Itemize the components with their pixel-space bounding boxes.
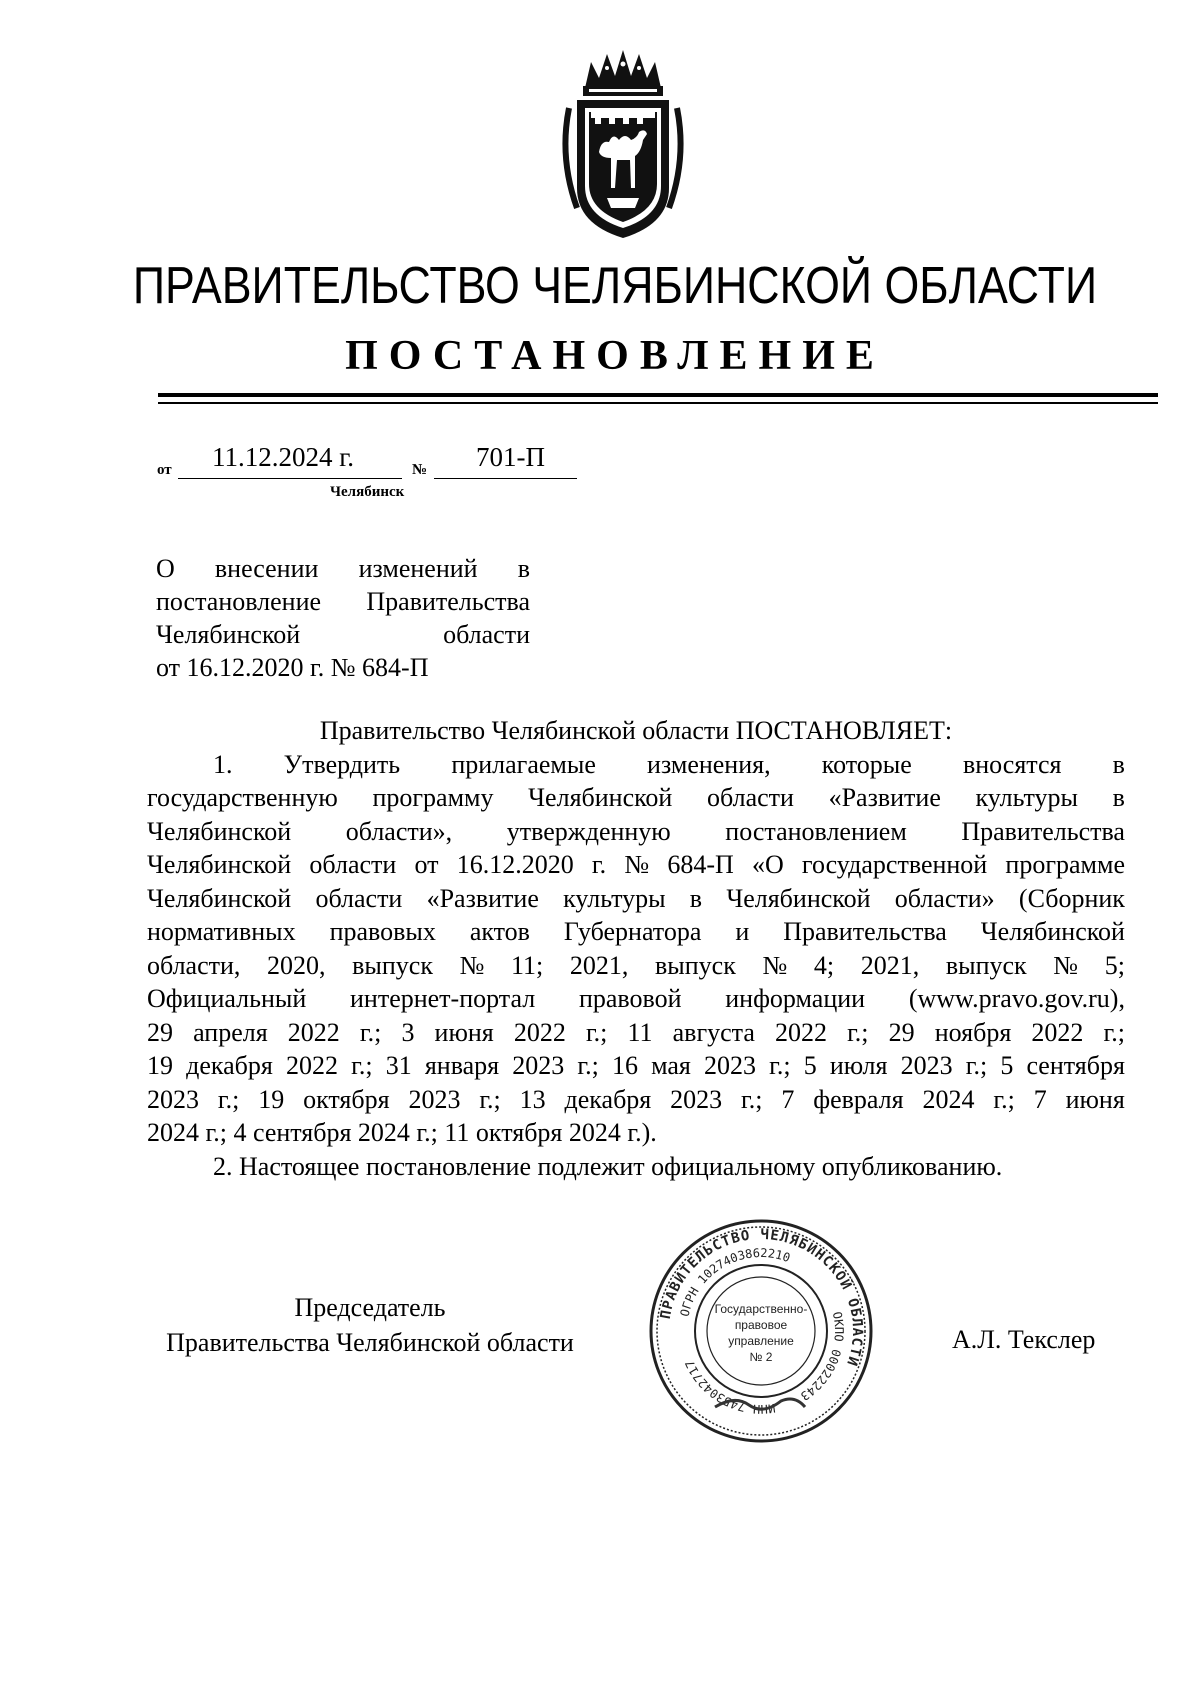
government-title: ПРАВИТЕЛЬСТВО ЧЕЛЯБИНСКОЙ ОБЛАСТИ: [132, 257, 1098, 315]
subject-line: [156, 552, 530, 585]
item-1-word: Утвердить: [283, 749, 401, 779]
item-1-word: 4;: [813, 950, 835, 980]
item-1-word: государственную: [147, 783, 338, 812]
item-1-word: 29: [888, 1017, 915, 1047]
item-1-word: №: [459, 950, 485, 980]
item-1-word: Челябинской: [147, 850, 292, 879]
item-1-word: г.;: [479, 1084, 501, 1114]
item-1-word: 16: [611, 1051, 638, 1080]
item-1-word: Челябинской: [147, 816, 292, 846]
item-1-word: области»: [894, 883, 995, 913]
item-1-word: постановлением: [725, 816, 907, 846]
item-1-word: 684-П: [667, 850, 734, 879]
seal-outer-text: ПРАВИТЕЛЬСТВО ЧЕЛЯБИНСКОЙ ОБЛАСТИ: [657, 1226, 866, 1369]
item-1-word: нормативных: [147, 917, 296, 946]
document-subject: [156, 552, 530, 684]
item-1-word: 5;: [1104, 950, 1125, 980]
item-1-word: программу: [372, 783, 494, 812]
item-1-word: 5: [803, 1051, 817, 1080]
item-1-word: г.;: [585, 1017, 608, 1047]
header-rule-thick: [158, 393, 1158, 397]
item-1-word: вносятся: [962, 749, 1062, 779]
item-1-word: 29: [147, 1017, 173, 1047]
item-1-word: г.;: [965, 1051, 988, 1080]
item-1-word: (Сборник: [1018, 883, 1125, 913]
signatory-title-line2: Правительства Челябинской области: [166, 1328, 574, 1357]
item-1-word: 2021,: [860, 950, 920, 980]
item-1-word: сентября: [1026, 1051, 1125, 1080]
item-1-word: государственной: [801, 850, 988, 879]
subject-line: [156, 585, 530, 618]
item-1-word: №: [624, 850, 650, 879]
subject-word: изменений: [358, 554, 478, 583]
item-1-line: [147, 949, 1125, 983]
preamble-line: [147, 714, 1125, 748]
item-1-word: «Развитие: [426, 883, 539, 913]
svg-text:ИНН 7453042717: [682, 1358, 776, 1416]
item-1-word: июля: [829, 1051, 888, 1080]
item-1-word: Правительства: [961, 816, 1125, 846]
item-1-word: апреля: [193, 1017, 268, 1047]
item-1-word: культуры: [975, 783, 1078, 812]
item-1-word: января: [424, 1051, 500, 1080]
item-1-word: 7: [1033, 1084, 1047, 1114]
item-1-word: 19: [147, 1051, 173, 1080]
item-1-word: информации: [725, 984, 866, 1013]
item-1-word: 2022: [774, 1017, 827, 1047]
item-1-word: 2023: [704, 1051, 757, 1080]
signatory-title: [140, 1290, 600, 1360]
item-1-word: г.;: [741, 1084, 763, 1114]
item-1: [147, 748, 1125, 1117]
subject-word: внесении: [214, 554, 319, 583]
item-1-word: г.;: [217, 1084, 240, 1114]
item-1-word: правовой: [578, 984, 682, 1013]
item-1-word: области: [309, 850, 397, 879]
document-number: 701-П: [476, 442, 545, 472]
item-1-word: 2023: [670, 1084, 723, 1114]
seal-center-line-4: № 2: [749, 1350, 773, 1364]
preamble: Правительство Челябинской области ПОСТАНОВЛЯЕТ:: [319, 716, 953, 745]
item-1-word: октября: [303, 1084, 390, 1114]
item-1-word: от: [414, 850, 439, 879]
item-2-line: [147, 1150, 1125, 1184]
item-1-word: 1.: [213, 749, 233, 779]
item-1-word: прилагаемые: [451, 749, 596, 779]
item-1-word: в: [1112, 783, 1125, 812]
subject-word: области: [443, 620, 530, 649]
seal-inn-text: ИНН 7453042717: [682, 1357, 777, 1417]
seal-okpo-text: ОКПО 00022243: [797, 1310, 847, 1404]
item-1-word: 5: [1000, 1051, 1014, 1080]
item-1-word: августа: [672, 1017, 755, 1047]
subject-line: [156, 618, 530, 651]
item-1-word: 2021,: [569, 950, 629, 980]
document-date: 11.12.2024 г.: [212, 442, 355, 472]
item-1-word: области: [707, 783, 794, 812]
item-1-word: интернет-портал: [350, 984, 536, 1013]
item-1-line: [147, 915, 1125, 949]
item-1-word: культуры: [563, 883, 666, 913]
item-1-word: 3: [401, 1017, 415, 1047]
item-1-word: области: [315, 883, 403, 913]
item-1-word: программе: [1005, 850, 1125, 879]
item-1-word: выпуск: [945, 950, 1027, 980]
item-1-line: [147, 848, 1125, 882]
subject-line: [156, 651, 530, 684]
item-1-word: Челябинской: [726, 883, 871, 913]
item-1-word: области»,: [345, 816, 453, 846]
item-1-word: 16.12.2020: [456, 850, 574, 879]
item-1-word: Челябинской: [147, 883, 292, 913]
signatory-name: А.Л. Текслер: [952, 1325, 1096, 1354]
item-1-word: мая: [651, 1051, 691, 1080]
item-1-line: [147, 1049, 1125, 1083]
number-prefix-label: №: [412, 462, 428, 478]
item-1-word: выпуск: [655, 950, 736, 980]
official-seal-icon: [645, 1215, 877, 1447]
item-1-word: которые: [821, 749, 912, 779]
date-prefix-label: от: [157, 462, 172, 478]
item-1-word: декабря: [564, 1084, 652, 1114]
subject-word: от 16.12.2020 г. № 684-П: [156, 653, 429, 682]
item-1-line: [147, 982, 1125, 1016]
item-1-word: г.: [591, 850, 607, 879]
item-1-word: правовых: [329, 917, 436, 946]
seal-center-line-3: управление: [728, 1334, 794, 1348]
item-1-word: области,: [147, 950, 241, 980]
item-1-word: г.;: [769, 1051, 791, 1080]
subject-word: Правительства: [366, 587, 530, 616]
item-1-word: выпуск: [352, 950, 433, 980]
item-1-word: г.;: [847, 1017, 869, 1047]
item-1-word: (www.pravo.gov.ru),: [908, 984, 1125, 1013]
item-1-word: в: [689, 883, 703, 913]
item-1-word: 7: [781, 1084, 795, 1114]
item-1-word: февраля: [813, 1084, 904, 1114]
item-1-word: 2020,: [267, 950, 326, 980]
item-1-word: №: [762, 950, 788, 980]
item-1-word: 2023: [512, 1051, 565, 1080]
seal-ogrn-text: ОГРН 1027403862210: [677, 1245, 792, 1318]
item-1-word: 2023: [900, 1051, 953, 1080]
item-1-word: 2022: [513, 1017, 566, 1047]
item-1-word: Челябинской: [980, 917, 1125, 946]
item-1-word: 11: [627, 1017, 653, 1047]
subject-word: Челябинской: [156, 620, 301, 649]
item-1-line: [147, 781, 1125, 815]
item-1-line: [147, 748, 1125, 782]
item-1-word: «О: [751, 850, 784, 879]
seal-center-line-2: правовое: [734, 1318, 788, 1332]
item-1-word: г.;: [359, 1017, 382, 1047]
item-1-word: 2022: [1031, 1017, 1084, 1047]
header-rule-thin: [158, 402, 1158, 404]
item-1-line: [147, 882, 1125, 916]
item-1-word: 11;: [511, 950, 544, 980]
item-1-word: 2022: [287, 1017, 340, 1047]
item-1-word: 2024: [922, 1084, 975, 1114]
coat-of-arms-icon: [555, 48, 691, 244]
document-body: [147, 714, 1125, 1183]
item-1-word: изменения,: [647, 749, 771, 779]
item-1-word: 2023: [147, 1084, 199, 1114]
item-1-line: [147, 1083, 1125, 1117]
item-1-word: актов: [469, 917, 530, 946]
item-1-word: 2022: [285, 1051, 338, 1080]
item-1-word: Правительства: [783, 917, 947, 946]
item-1-word: г.;: [993, 1084, 1015, 1114]
item-1-word: июня: [434, 1017, 494, 1047]
item-1-word: и: [735, 917, 750, 946]
item-1-last-line: [147, 1116, 1125, 1150]
item-1-word: г.;: [351, 1051, 373, 1080]
item-1-word: №: [1053, 950, 1079, 980]
item-1-word: в: [1112, 749, 1125, 779]
item-1-word: ноября: [934, 1017, 1012, 1047]
item-1-word: 31: [385, 1051, 412, 1080]
item-1-last-text: 2024 г.; 4 сентября 2024 г.; 11 октября 2024 г.).: [147, 1118, 657, 1147]
date-underline: [178, 478, 402, 479]
item-1-word: декабря: [186, 1051, 273, 1080]
item-1-word: Официальный: [147, 984, 307, 1013]
item-1-word: Губернатора: [563, 917, 702, 946]
item-2: 2. Настоящее постановление подлежит официальному опубликованию.: [213, 1151, 1003, 1181]
subject-word: в: [517, 554, 530, 583]
item-1-word: Челябинской: [528, 783, 673, 812]
city-label: Челябинск: [330, 484, 405, 500]
item-1-word: г.;: [1103, 1017, 1125, 1047]
document-kind: ПОСТАНОВЛЕНИЕ: [345, 333, 885, 379]
item-1-line: [147, 815, 1125, 849]
item-1-word: 13: [519, 1084, 546, 1114]
item-1-word: «Развитие: [828, 783, 941, 812]
item-1-word: г.;: [577, 1051, 599, 1080]
subject-word: О: [156, 554, 175, 583]
subject-word: постановление: [156, 587, 322, 616]
item-1-line: [147, 1016, 1125, 1050]
item-1-word: июня: [1065, 1084, 1125, 1114]
item-1-word: 2023: [408, 1084, 461, 1114]
item-1-word: утвержденную: [506, 816, 671, 846]
seal-center-line-1: Государственно-: [714, 1302, 808, 1316]
number-underline: [434, 478, 577, 479]
signatory-title-line1: Председатель: [294, 1293, 446, 1322]
item-1-word: 19: [258, 1084, 285, 1114]
